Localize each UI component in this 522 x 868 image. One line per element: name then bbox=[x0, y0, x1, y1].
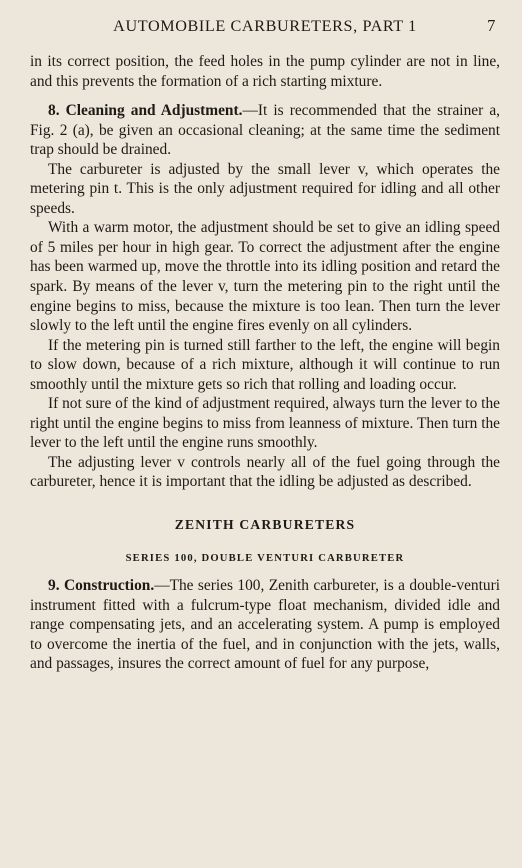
zenith-heading: ZENITH CARBURETERS bbox=[174, 517, 356, 533]
body-text bbox=[30, 52, 500, 674]
paragraph-adjusting-lever: The adjusting lever v controls nearly all of the fuel going through the carbureter, hence it is important that the idling be adjusted as described. bbox=[30, 453, 500, 491]
paragraph-warm-motor: With a warm motor, the adjustment should be set to give an idling speed of 5 miles per hour in high gear. To correct the adjustment after the engine has been warmed up, move the throttle into its idling position and retard the spark. By means of the lever v, turn the metering pin to the right until the engine begins to miss, because the mixture is too lean. Then turn the lever slowly to the left until the engine fires evenly on all cylinders. bbox=[30, 219, 500, 335]
paragraph-continuation: in its correct position, the feed holes in the pump cylinder are not in line, and this prevents the formation of a rich starting mixture. bbox=[30, 53, 500, 90]
running-title: AUTOMOBILE CARBURETERS, PART 1 bbox=[113, 17, 417, 35]
section-9-heading: 9. Construction. bbox=[48, 577, 155, 595]
section-8-paragraph bbox=[30, 101, 500, 160]
section-8-text: —It is recommended that the strainer a, Fig. 2 (a), be given an occasional cleaning; at the same time the sediment trap should be drained. bbox=[30, 102, 500, 159]
section-8-heading: 8. Cleaning and Adjustment. bbox=[48, 102, 243, 120]
running-header bbox=[30, 14, 500, 38]
section-9-text: —The series 100, Zenith carbureter, is a double-venturi instrument fitted with a fulcrum-type float mechanism, divided idle and range compensating jets, and an accelerating system. A pump is employed to overcome the inertia of the fuel, and in conjunction with the jets, walls, and passages, insures the correct amount of fuel for any purpose, bbox=[30, 577, 500, 673]
paragraph-metering-pin: If the metering pin is turned still farther to the left, the engine will begin to slow down, because of a rich mixture, although it will continue to run smoothly until the mixture gets so rich that rolling and loading occur. bbox=[30, 336, 500, 393]
page-number: 7 bbox=[487, 16, 496, 35]
paragraph-not-sure: If not sure of the kind of adjustment required, always turn the lever to the right until the engine begins to miss from leanness of mixture. Then turn the lever to the left until the engine runs smoothly. bbox=[30, 395, 500, 452]
section-9-paragraph bbox=[30, 576, 500, 674]
series-heading: SERIES 100, DOUBLE VENTURI CARBURETER bbox=[125, 552, 405, 564]
paragraph-adjustment-lever: The carbureter is adjusted by the small lever v, which operates the metering pin t. This is the only adjustment required for idling and all other speeds. bbox=[30, 160, 500, 217]
